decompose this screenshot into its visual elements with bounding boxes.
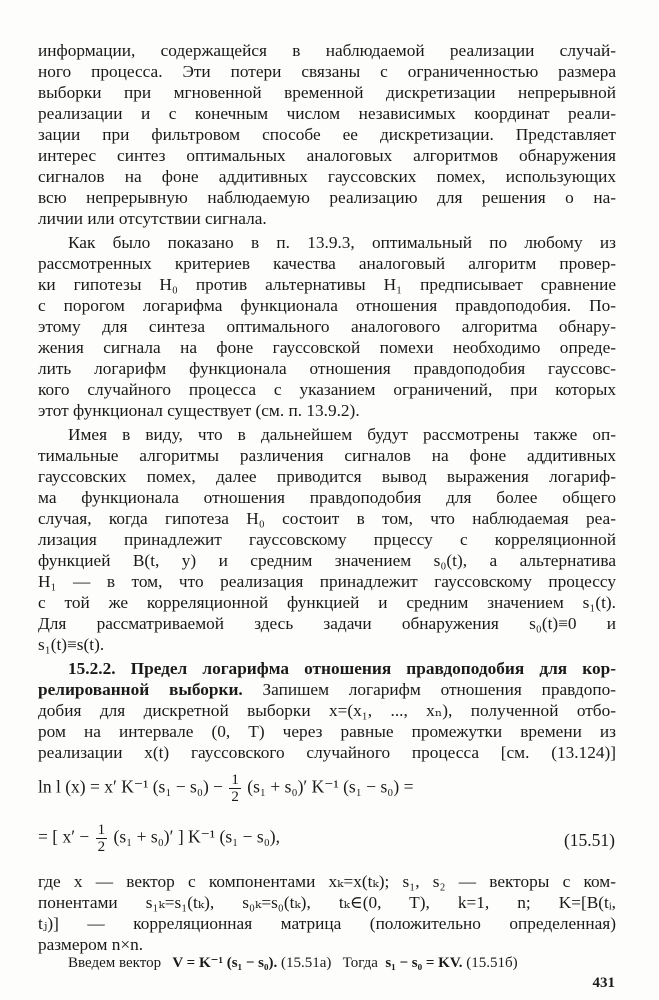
fraction-one-half	[96, 822, 108, 855]
equation-number: (15.51б)	[466, 955, 518, 971]
text-line: сигналов на фоне аддитивных гауссовских помех, использующих	[38, 167, 616, 186]
text-line: ром на интервале (0, T) через равные промежутки времени из	[38, 722, 616, 741]
fraction-denominator: 2	[231, 789, 239, 805]
text-line: H₁ — в том, что реализация принадлежит гауссовскому процессу	[38, 572, 616, 591]
text-span: Запишем логарифм отношения правдопо-	[242, 680, 616, 699]
equation-line-1	[38, 772, 413, 805]
equation-text: ln l (x) = x′ K⁻¹ (s₁ − s₀) −	[38, 776, 224, 797]
text-line: ного процесса. Эти потери связаны с ограниченностью размера	[38, 62, 616, 81]
text-line: тимальные алгоритмы различения сигналов на фоне аддитивных	[38, 446, 616, 465]
text-line: s₁(t)≡s(t).	[38, 635, 105, 654]
fraction-numerator: 1	[231, 772, 239, 788]
text-line: функцией B(t, y) и средним значением s₀(t), а альтернатива	[38, 551, 616, 570]
text-line: кого случайного процесса с указанием ограничений, при которых	[38, 380, 616, 399]
text-line: этот функционал существует (см. п. 13.9.2).	[38, 401, 360, 420]
equation-text: = [ x′ −	[38, 826, 90, 847]
text-line: рассмотренных критериев качества аналоговый алгоритм провер-	[38, 254, 616, 273]
text-line	[38, 679, 616, 700]
text-line: случая, когда гипотеза H₀ состоит в том, что наблюдаемая реа-	[38, 509, 616, 528]
equation-text: (s₁ + s₀)′ ] K⁻¹ (s₁ − s₀),	[113, 826, 281, 847]
text-line: зации при фильтровом способе ее дискретизации. Представляет	[38, 125, 616, 144]
text-line: личии или отсутствии сигнала.	[38, 209, 267, 228]
text-line: понентами s₁ₖ=s₁(tₖ), s₀ₖ=s₀(tₖ), tₖ∈(0, T), k=1, n; K=[B(tᵢ,	[38, 893, 616, 912]
text-line: лизация принадлежит гауссовскому прцессу с корреляционной	[38, 530, 616, 549]
equation-number: (15.51а)	[281, 955, 332, 971]
equation-text: (s₁ + s₀)′ K⁻¹ (s₁ − s₀) =	[247, 776, 414, 797]
then-text: Тогда	[342, 955, 378, 971]
section-heading: 15.2.2. Предел логарифма отношения правдоподобия для кор-	[68, 659, 616, 678]
text-line	[68, 955, 616, 971]
text-line: Для рассматриваемой здесь задачи обнаружения s₀(t)≡0 и	[38, 614, 616, 633]
fraction-denominator: 2	[97, 839, 106, 855]
text-line: с той же корреляционной функцией и средним значением s₁(t).	[38, 593, 616, 612]
text-line: лить логарифм функционала отношения правдоподобия гауссовс-	[38, 359, 616, 378]
text-line: ма функционала отношения правдоподобия для более общего	[38, 488, 616, 507]
text-line: реализации x(t) гауссовского случайного процесса [см. (13.124)]	[38, 743, 616, 762]
text-line: с порогом логарифма функционала отношения правдоподобия. По-	[38, 296, 616, 315]
text-line: реализации и с конечным числом независимых координат реали-	[38, 104, 616, 123]
text-line: интерес синтез оптимальных аналоговых алгоритмов обнаружения	[38, 146, 616, 165]
text-line: выборки при мгновенной временной дискретизации непрерывной	[38, 83, 616, 102]
text-line: ки гипотезы H₀ против альтернативы H₁ предписывает сравнение	[38, 275, 616, 294]
page-number: 431	[592, 975, 615, 991]
equation-line-2	[38, 822, 280, 855]
text-line: Имея в виду, что в дальнейшем будут рассмотрены также оп-	[68, 425, 616, 444]
text-line: размером n×n.	[38, 935, 144, 954]
text-line: этому для синтеза оптимального аналогового алгоритма обнару-	[38, 317, 616, 336]
text-line: информации, содержащейся в наблюдаемой реализации случай-	[38, 41, 616, 60]
text-line: где x — вектор с компонентами xₖ=x(tₖ); s₁, s₂ — векторы с ком-	[38, 872, 616, 891]
text-line: жения сигнала на фоне гауссовской помехи необходимо опреде-	[38, 338, 616, 357]
text-line: Как было показано в п. 13.9.3, оптимальный по любому из	[68, 233, 616, 252]
text-line: всю непрерывную наблюдаемую реализацию для решения о на-	[38, 188, 616, 207]
text-line: гауссовских помех, далее приводится вывод выражения логариф-	[38, 467, 616, 486]
fraction-numerator: 1	[97, 822, 106, 838]
equation-15-51b: s₁ − s₀ = KV.	[385, 955, 463, 971]
equation-15-51a: V = K⁻¹ (s₁ − s₀).	[172, 955, 278, 971]
fraction-one-half	[229, 772, 241, 805]
text-line: tⱼ)] — корреляционная матрица (положительно определенная)	[38, 914, 616, 933]
text-line: добия для дискретной выборки x=(x₁, ..., xₙ), полученной отбо-	[38, 701, 616, 720]
equation-number: (15.51)	[563, 830, 615, 850]
section-heading-continued: релированной выборки.	[38, 680, 243, 699]
intro-text: Введем вектор	[68, 955, 162, 971]
